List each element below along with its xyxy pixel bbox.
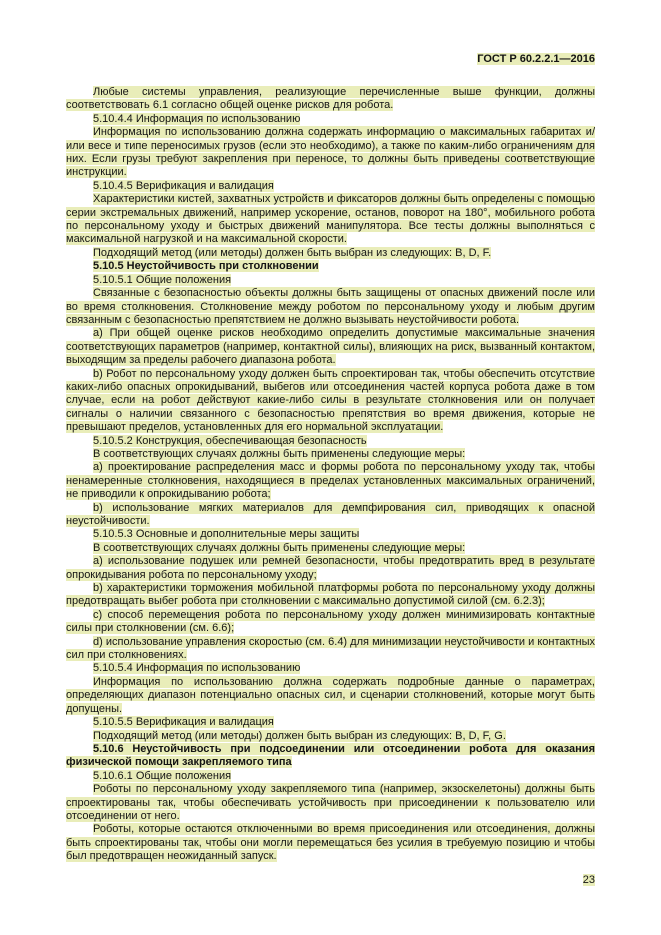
paragraph xyxy=(66,662,595,675)
paragraph xyxy=(66,502,595,529)
paragraph xyxy=(66,783,595,823)
paragraph-text: Подходящий метод (или методы) должен быть выбран из следующих: B, D, F, G. xyxy=(93,729,506,742)
paragraph xyxy=(66,247,595,260)
paragraph-text: Информация по использованию должна содержать информацию о максимальных габаритах и/или весе и типе переносимых грузов (если это необходимо), а также по каким-либо ограничениям для них. Если грузы требуют закрепления при переносе, то должны быть приведены соответствующие инструкции. xyxy=(66,126,595,179)
paragraph xyxy=(66,113,595,126)
standard-number: ГОСТ Р 60.2.2.1—2016 xyxy=(477,53,595,65)
paragraph-text: c) способ перемещения робота по персональному уходу должен минимизировать контактные силы при столкновении (см. 6.6); xyxy=(66,608,595,635)
paragraph xyxy=(66,823,595,863)
paragraph-text: Любые системы управления, реализующие перечисленные выше функции, должны соответствовать 6.1 согласно общей оценке рисков для робота. xyxy=(66,86,595,112)
paragraph xyxy=(66,716,595,729)
paragraph-text: a) проектирование распределения масс и формы робота по персональному уходу так, чтобы ненамеренные столкновения, находящиеся в пределах установленных максимальных ограничений, не приводили к опрокидыванию робота; xyxy=(66,461,595,501)
paragraph-text: Роботы, которые остаются отключенными во время присоединения или отсоединения, должны быть спроектированы так, чтобы они могли перемещаться без усилия в требуемую позицию и чтобы был предотвращен неожиданный запуск. xyxy=(66,823,595,863)
paragraph xyxy=(66,636,595,663)
paragraph-text: В соответствующих случаях должны быть применены следующие меры: xyxy=(93,447,466,460)
paragraph xyxy=(66,676,595,716)
paragraph xyxy=(66,542,595,555)
page-footer xyxy=(583,874,595,886)
paragraph-text: Роботы по персональному уходу закрепляемого типа (например, экзоскелетоны) должны быть спроектированы так, чтобы обеспечивать устойчивость при присоединении к пользователю или отсоединении от него. xyxy=(66,783,595,822)
paragraph xyxy=(66,770,595,783)
paragraph xyxy=(66,461,595,501)
paragraph-text: 5.10.6.1 Общие положения xyxy=(93,769,232,782)
paragraph xyxy=(66,86,595,113)
section-heading xyxy=(66,743,595,770)
paragraph-text: b) Робот по персональному уходу должен быть спроектирован так, чтобы обеспечить отсутствие каких-либо опасных опрокидываний, выбегов или отсоединения частей корпуса робота даже в том случае, если на робот действуют какие-либо силы в результате столкновения или он получает сигналы о наличии связанного с безопасностью препятствия во время движения, которые не превышают пределов, установленных для его нормальной эксплуатации. xyxy=(66,367,595,434)
paragraph xyxy=(66,730,595,743)
document-header xyxy=(477,53,595,65)
paragraph xyxy=(66,582,595,609)
paragraph-text: Характеристики кистей, захватных устройств и фиксаторов должны быть определены с помощью серии экстремальных движений, например ускорение, останов, поворот на 180°, мобильного робота по персональному уходу и быстрых движений манипулятора. Все тесты должны выполняться с максимальной нагрузкой и на максимальной скорости. xyxy=(66,193,595,246)
paragraph xyxy=(66,609,595,636)
paragraph xyxy=(66,287,595,327)
paragraph xyxy=(66,193,595,247)
paragraph-text: b) характеристики торможения мобильной платформы робота по персональному уходу должны предотвращать выбег робота при столкновении с максимально допустимой силой (см. 6.2.3); xyxy=(66,582,595,608)
document-body xyxy=(66,86,595,864)
paragraph-text: 5.10.5.4 Информация по использованию xyxy=(93,662,301,675)
paragraph-text: d) использование управления скоростью (см. 6.4) для минимизации неустойчивости и контактных сил при столкновениях. xyxy=(66,635,595,662)
paragraph-text: a) использование подушек или ремней безопасности, чтобы предотвратить вред в результате опрокидывания робота по персональному уходу; xyxy=(66,555,595,581)
paragraph-text: 5.10.5.3 Основные и дополнительные меры защиты xyxy=(93,528,360,541)
paragraph-text: 5.10.5.2 Конструкция, обеспечивающая безопасность xyxy=(93,434,367,447)
paragraph xyxy=(66,555,595,582)
paragraph xyxy=(66,435,595,448)
paragraph-text: 5.10.5.1 Общие положения xyxy=(93,273,232,286)
paragraph xyxy=(66,528,595,541)
paragraph-text: 5.10.5.5 Верификация и валидация xyxy=(93,716,274,729)
paragraph xyxy=(66,180,595,193)
paragraph-text: b) использование мягких материалов для демпфирования сил, приводящих к опасной неустойчивости. xyxy=(66,501,595,527)
paragraph-text: 5.10.6 Неустойчивость при подсоединении или отсоединении робота для оказания физической помощи закрепляемого типа xyxy=(66,742,595,769)
paragraph xyxy=(66,274,595,287)
paragraph xyxy=(66,126,595,180)
paragraph-text: 5.10.4.4 Информация по использованию xyxy=(93,112,301,125)
section-heading xyxy=(66,260,595,273)
paragraph-text: Информация по использованию должна содержать подробные данные о параметрах, определяющих диапазон потенциально опасных сил, и сценарии столкновений, которые могут быть допущены. xyxy=(66,675,595,715)
page-number: 23 xyxy=(582,874,595,886)
paragraph-text: В соответствующих случаях должны быть применены следующие меры: xyxy=(93,541,466,554)
paragraph-text: a) При общей оценке рисков необходимо определить допустимые максимальные значения соответствующих параметров (например, контактной силы), влияющих на риск, вызванный контактом, выходящим за пределы рабочего диапазона робота. xyxy=(66,327,595,367)
paragraph xyxy=(66,368,595,435)
paragraph-text: Связанные с безопасностью объекты должны быть защищены от опасных движений после или во время столкновения. Столкновение между роботом по персональному уходу и любым другим связанным с безопасностью препятствием не должно вызывать неустойчивости робота. xyxy=(66,287,595,326)
paragraph-text: 5.10.4.5 Верификация и валидация xyxy=(93,179,274,192)
paragraph xyxy=(66,327,595,367)
paragraph-text: 5.10.5 Неустойчивость при столкновении xyxy=(93,260,319,273)
paragraph xyxy=(66,448,595,461)
paragraph-text: Подходящий метод (или методы) должен быть выбран из следующих: B, D, F. xyxy=(93,246,492,259)
